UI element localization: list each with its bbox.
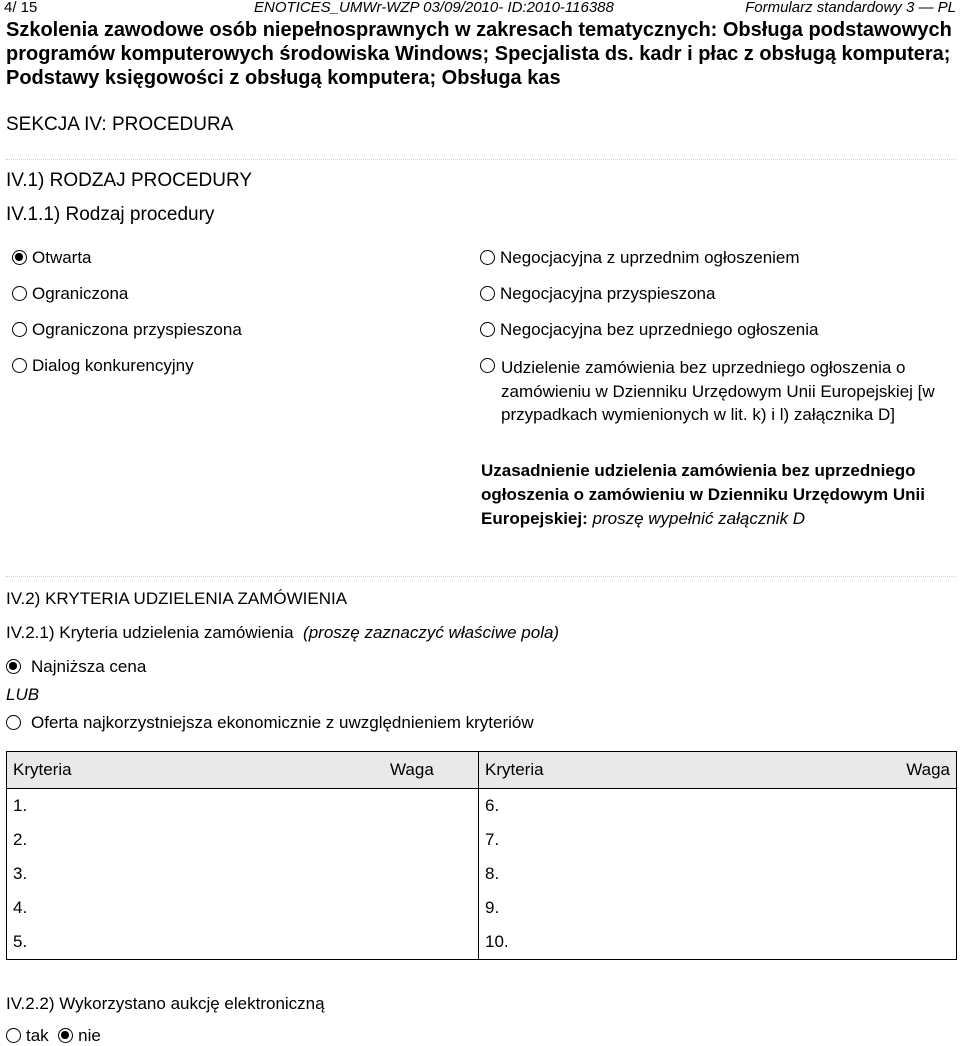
option-negocjacyjna-przyspieszona[interactable] (480, 284, 715, 304)
option-negocjacyjna-bez-ogloszenia[interactable] (480, 320, 819, 340)
radio-empty-icon[interactable] (6, 715, 21, 730)
criteria-cell: 5. (7, 925, 385, 960)
radio-empty-icon[interactable] (6, 1028, 21, 1043)
radio-empty-icon[interactable] (480, 250, 495, 265)
criteria-cell: 1. (7, 789, 385, 824)
radio-checked-icon[interactable] (58, 1028, 73, 1043)
form-name: Formularz standardowy 3 — PL (745, 0, 956, 16)
weight-cell (384, 823, 479, 857)
radio-empty-icon[interactable] (480, 286, 495, 301)
iv1-1-heading: IV.1.1) Rodzaj procedury (6, 204, 215, 225)
option-label: Dialog konkurencyjny (32, 356, 194, 375)
criteria-cell: 10. (479, 925, 792, 960)
option-label: Negocjacyjna bez uprzedniego ogłoszenia (500, 320, 819, 339)
criteria-table (6, 751, 957, 960)
table-row (7, 925, 957, 960)
option-negocjacyjna-z-ogloszeniem[interactable] (480, 248, 800, 268)
option-label: Ograniczona przyspieszona (32, 320, 242, 339)
option-ograniczona-przyspieszona[interactable] (12, 320, 242, 340)
weight-cell (384, 925, 479, 960)
option-label: Ograniczona (32, 284, 129, 303)
justification-fill: proszę wypełnić załącznik D (592, 509, 806, 528)
criteria-cell: 2. (7, 823, 385, 857)
justification-label: Uzasadnienie udzielenia zamówienia bez uprzedniego ogłoszenia o zamówieniu w Dzienniku Urzędowym Unii Europejskiej: (481, 461, 925, 528)
criteria-cell: 9. (479, 891, 792, 925)
iv2-heading: IV.2) KRYTERIA UDZIELENIA ZAMÓWIENIA (6, 589, 348, 608)
option-label: Oferta najkorzystniejsza ekonomicznie z uwzględnieniem kryteriów (31, 713, 534, 732)
weight-cell (791, 925, 957, 960)
weight-cell (791, 789, 957, 824)
radio-empty-icon[interactable] (12, 358, 27, 373)
divider (6, 576, 956, 577)
criteria-cell: 6. (479, 789, 792, 824)
weight-cell (791, 857, 957, 891)
page-number: 4/ 15 (4, 0, 38, 16)
option-label: Najniższa cena (31, 657, 147, 676)
option-otwarta[interactable] (12, 248, 92, 268)
radio-checked-icon[interactable] (12, 250, 27, 265)
notice-title: Szkolenia zawodowe osób niepełnosprawnych w zakresach tematycznych: Obsługa podstawowych programów komputerowych środowiska Windows; Specjalista ds. kadr i płac z obsługą komputera; Podstawy księgowości z obsługą komputera; Obsługa kas (6, 19, 952, 89)
auction-options (6, 1026, 101, 1046)
radio-checked-icon[interactable] (6, 659, 21, 674)
radio-empty-icon[interactable] (480, 358, 495, 373)
option-label: Otwarta (32, 248, 92, 267)
radio-empty-icon[interactable] (480, 322, 495, 337)
document-id: ENOTICES_UMWr-WZP 03/09/2010- ID:2010-116388 (254, 0, 614, 16)
criteria-cell: 8. (479, 857, 792, 891)
option-ograniczona[interactable] (12, 284, 128, 304)
header-criteria-left: Kryteria (7, 752, 385, 789)
criteria-cell: 3. (7, 857, 385, 891)
criteria-cell: 4. (7, 891, 385, 925)
iv2-1-hint: (proszę zaznaczyć właściwe pola) (303, 623, 560, 642)
weight-cell (384, 891, 479, 925)
table-row (7, 891, 957, 925)
option-label: Udzielenie zamówienia bez uprzedniego ogłoszenia o zamówieniu w Dzienniku Urzędowym Unii Europejskiej [w przypadkach wymienionych w lit. k) i l) załącznika D] (501, 358, 935, 424)
iv1-heading: IV.1) RODZAJ PROCEDURY (6, 170, 252, 191)
section-title: SEKCJA IV: PROCEDURA (6, 114, 234, 135)
auction-heading: IV.2.2) Wykorzystano aukcję elektroniczną (6, 994, 325, 1013)
criteria-cell: 7. (479, 823, 792, 857)
table-row (7, 823, 957, 857)
header-weight-right: Waga (791, 752, 957, 789)
option-oferta-najkorzystniejsza[interactable] (6, 713, 534, 733)
option-tak[interactable] (6, 1026, 49, 1045)
divider (6, 159, 956, 160)
iv2-1-title: IV.2.1) Kryteria udzielenia zamówienia (6, 623, 294, 642)
weight-cell (384, 857, 479, 891)
option-label: tak (26, 1026, 49, 1045)
page-header (0, 0, 960, 16)
table-row (7, 789, 957, 824)
iv2-1-heading (6, 623, 559, 643)
option-nie[interactable] (58, 1026, 101, 1045)
weight-cell (384, 789, 479, 824)
weight-cell (791, 891, 957, 925)
weight-cell (791, 823, 957, 857)
table-row (7, 857, 957, 891)
option-label: Negocjacyjna z uprzednim ogłoszeniem (500, 248, 800, 267)
option-najnizsza-cena[interactable] (6, 657, 146, 677)
radio-empty-icon[interactable] (12, 286, 27, 301)
option-label: nie (78, 1026, 101, 1045)
header-weight-left: Waga (384, 752, 479, 789)
option-label: Negocjacyjna przyspieszona (500, 284, 716, 303)
header-criteria-right: Kryteria (479, 752, 792, 789)
or-label: LUB (6, 685, 40, 704)
table-header-row (7, 752, 957, 789)
radio-empty-icon[interactable] (12, 322, 27, 337)
option-dialog-konkurencyjny[interactable] (12, 356, 194, 376)
justification (481, 459, 951, 531)
